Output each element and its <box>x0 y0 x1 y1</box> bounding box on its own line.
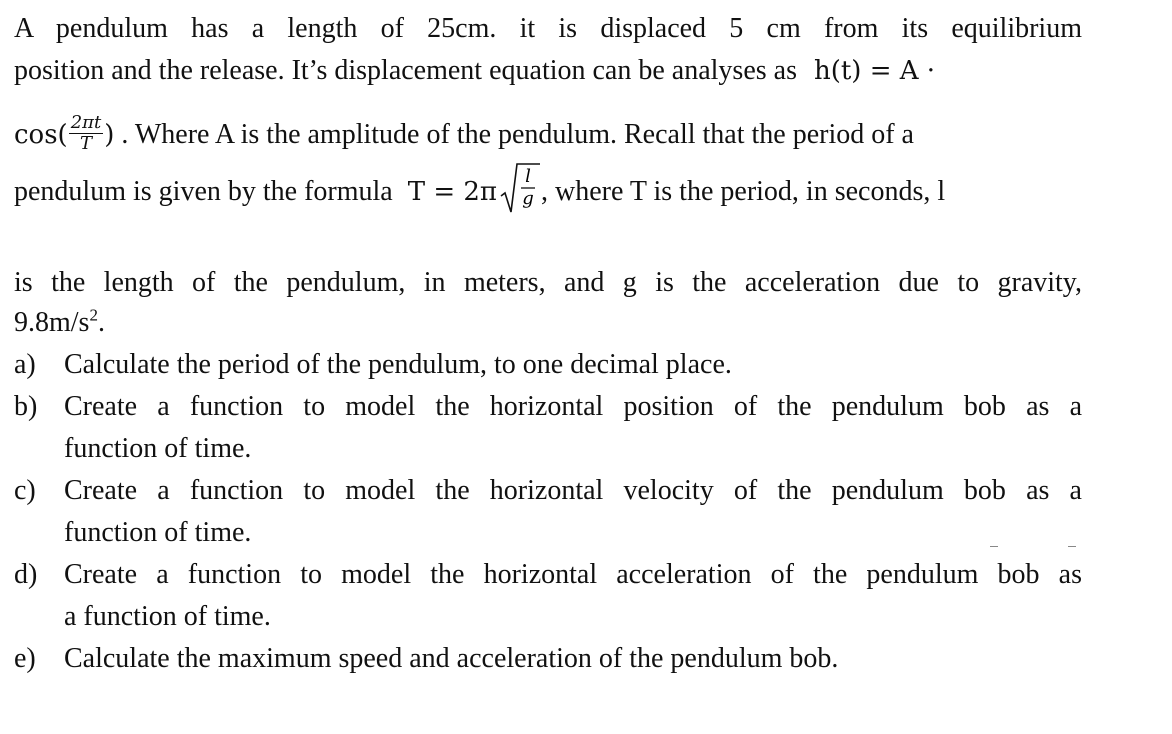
sqrt-numerator: l <box>525 165 531 187</box>
square-root-symbol <box>499 160 541 216</box>
question-line: function of time. <box>64 517 252 548</box>
question-text <box>64 642 1082 684</box>
question-text <box>64 474 1082 558</box>
problem-line-2-text: position and the release. It’s displacement equation can be analyses as <box>14 55 797 86</box>
question-text <box>64 348 1082 390</box>
sqrt-denominator: g <box>522 187 534 209</box>
question-text <box>64 558 1082 642</box>
problem-line-2 <box>14 54 1082 88</box>
question-line: Create a function to model the horizontal position of the pendulum bob as a <box>64 391 1082 422</box>
gravity-value: 9.8m/s <box>14 307 90 338</box>
question-marker: c) <box>14 475 36 506</box>
problem-line-5: is the length of the pendulum, in meters, and g is the acceleration due to gravity, <box>14 267 1082 298</box>
problem-line-4-text-2: , where T is the period, in seconds, l <box>541 176 946 207</box>
cos-close-paren: ) <box>104 120 115 150</box>
problem-line-4-text-1: pendulum is given by the formula <box>14 176 393 207</box>
question-line: Create a function to model the horizontal velocity of the pendulum bob as a <box>64 475 1082 506</box>
problem-line-4 <box>14 162 1082 222</box>
question-line: Create a function to model the horizontal acceleration of the pendulum bob as <box>64 559 1082 590</box>
problem-line-3-text: . Where A is the amplitude of the pendulum. Recall that the period of a <box>114 119 914 150</box>
question-line: function of time. <box>64 433 252 464</box>
question-marker: a) <box>14 349 36 380</box>
question-text <box>64 390 1082 474</box>
cos-function: cos( <box>14 120 68 150</box>
cos-fraction-denominator: T <box>79 133 92 155</box>
question-line: a function of time. <box>64 601 271 632</box>
question-marker: d) <box>14 559 38 590</box>
period-equation: T = 2π <box>407 177 498 207</box>
question-marker: e) <box>14 643 36 674</box>
question-line: Calculate the period of the pendulum, to one decimal place. <box>64 349 732 380</box>
problem-line-1: A pendulum has a length of 25cm. it is displaced 5 cm from its equilibrium <box>14 13 1082 44</box>
stray-mark <box>990 546 998 547</box>
cos-fraction <box>69 114 104 153</box>
gravity-period: . <box>97 307 105 338</box>
problem-line-3 <box>14 110 1082 160</box>
stray-mark <box>1068 546 1076 547</box>
document-page <box>14 0 1082 734</box>
displacement-equation: h(t) = A · <box>813 56 936 86</box>
cos-fraction-numerator: 2πt <box>70 112 102 134</box>
question-marker: b) <box>14 391 38 422</box>
question-line: Calculate the maximum speed and acceleration of the pendulum bob. <box>64 643 839 674</box>
problem-line-6 <box>14 306 1082 340</box>
gravity-exponent: 2 <box>89 305 98 325</box>
